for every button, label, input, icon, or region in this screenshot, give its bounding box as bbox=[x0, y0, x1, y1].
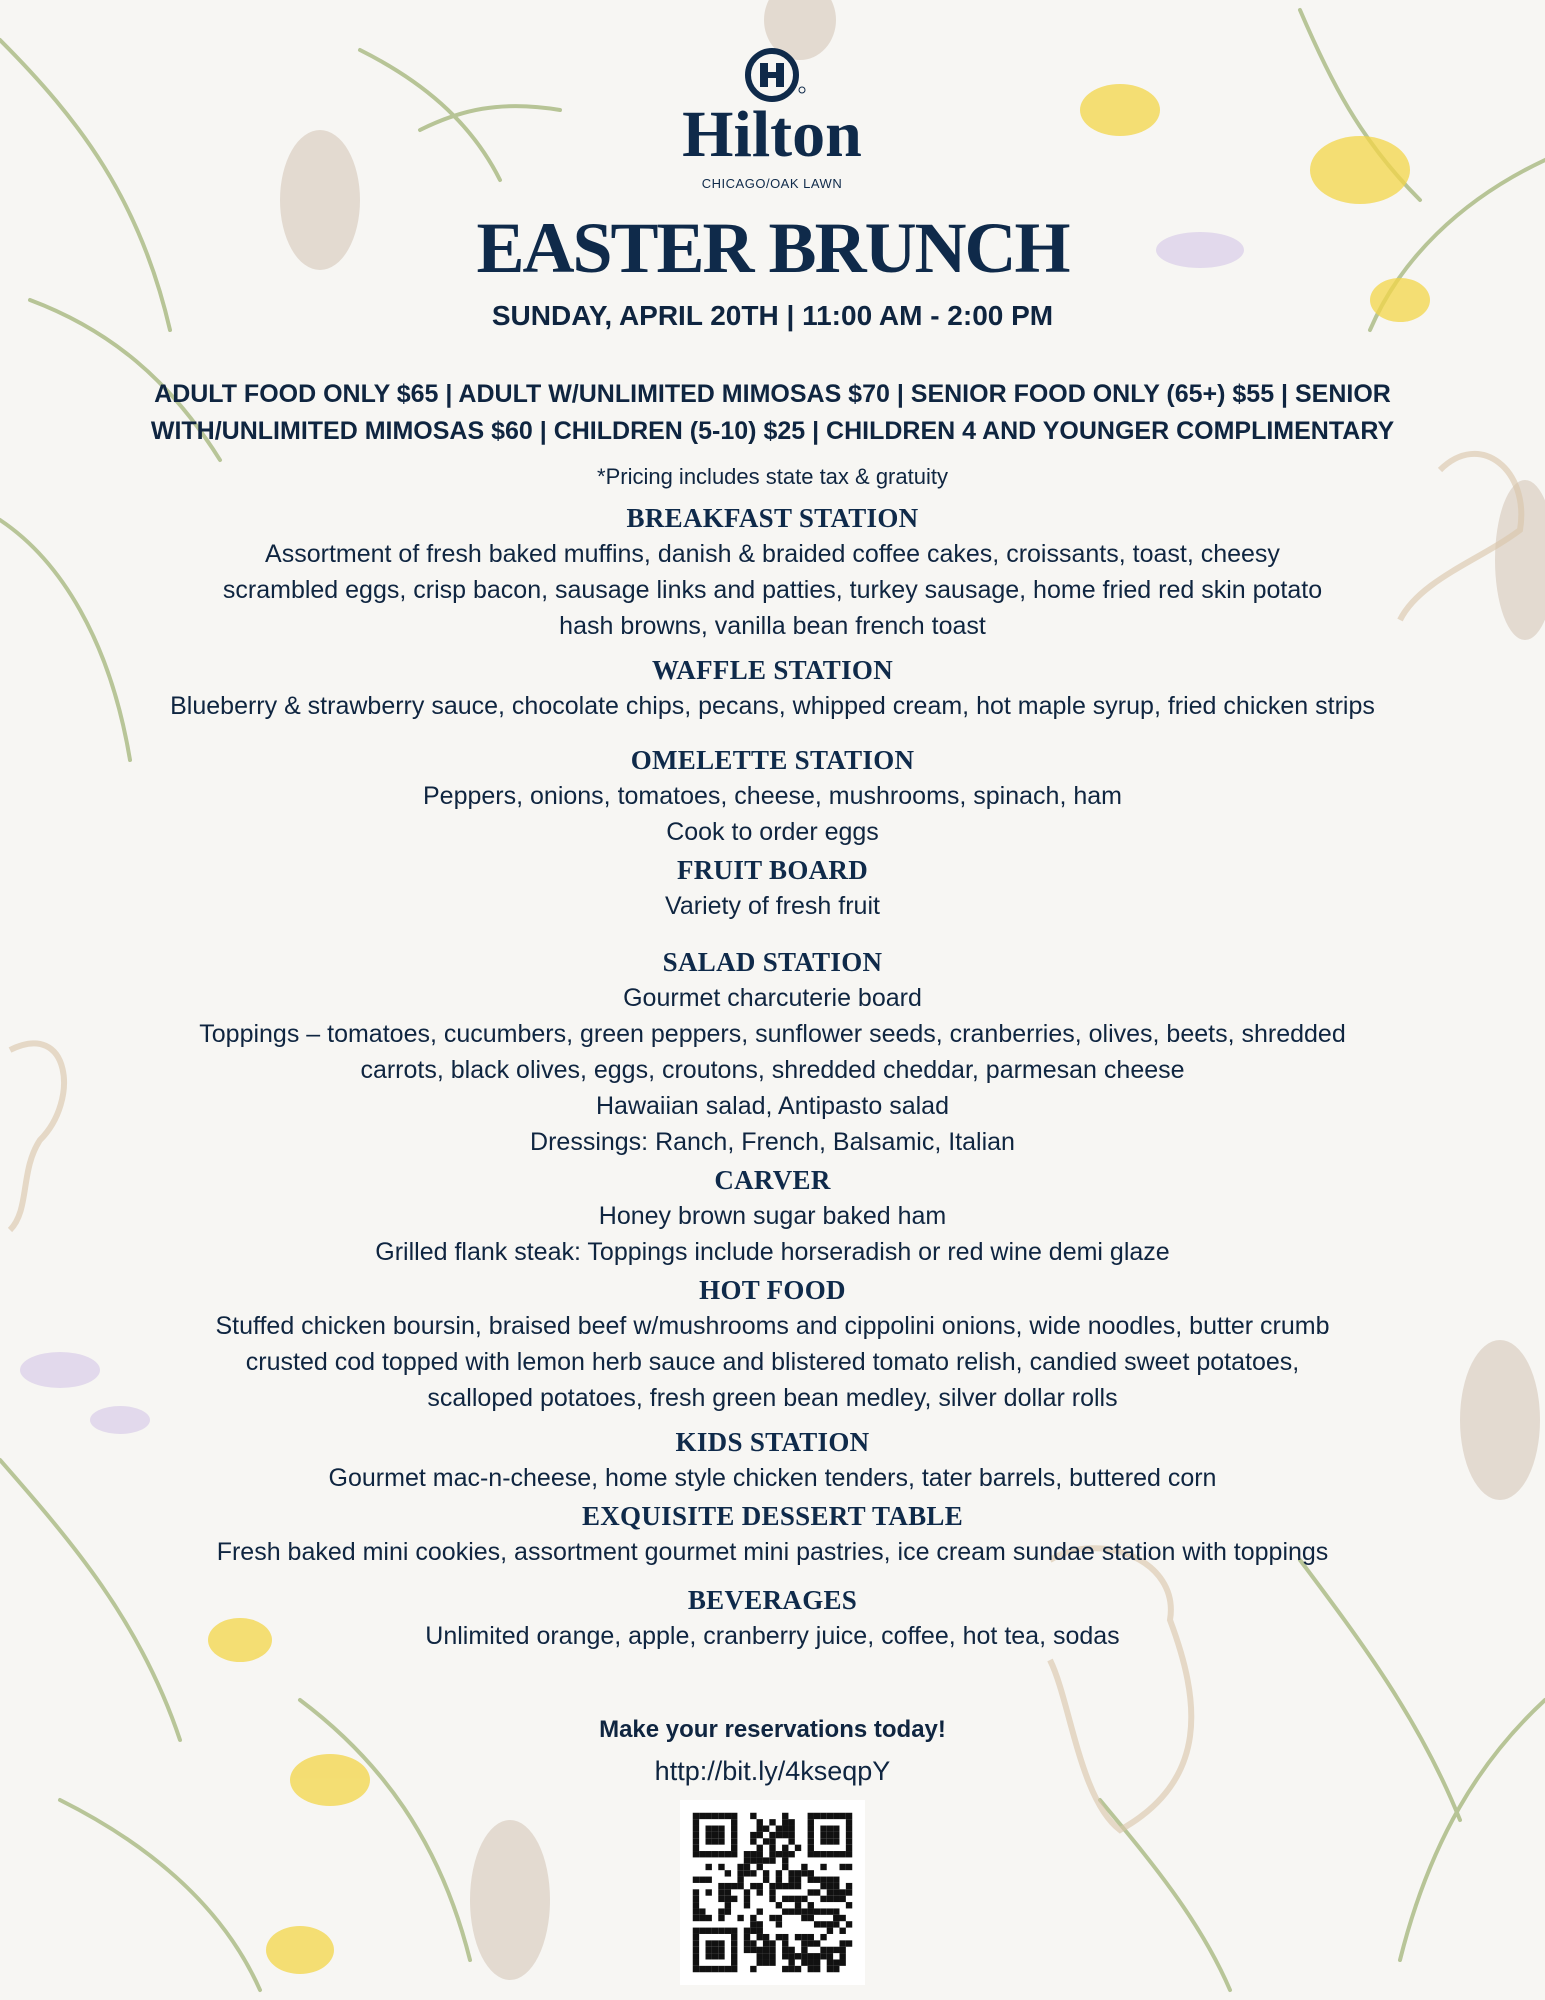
menu-sections bbox=[70, 500, 1475, 1654]
event-date-time: SUNDAY, APRIL 20TH | 11:00 AM - 2:00 PM bbox=[491, 300, 1054, 331]
reservation-link[interactable]: http://bit.ly/4kseqpY bbox=[654, 1756, 891, 1786]
section-line: Grilled flank steak: Toppings include horseradish or red wine demi glaze bbox=[375, 1238, 1170, 1266]
brand-name: Hilton bbox=[682, 98, 862, 171]
section-line: Blueberry & strawberry sauce, chocolate chips, pecans, whipped cream, hot maple syrup, fried chicken strips bbox=[170, 692, 1375, 720]
section-line: carrots, black olives, eggs, croutons, shredded cheddar, parmesan cheese bbox=[360, 1056, 1185, 1084]
menu-section-fruit bbox=[70, 852, 1475, 924]
pricing-block bbox=[90, 376, 1455, 450]
section-line: Variety of fresh fruit bbox=[665, 892, 880, 920]
menu-section-hot-food bbox=[70, 1272, 1475, 1416]
menu-section-salad bbox=[70, 944, 1475, 1160]
section-line: Peppers, onions, tomatoes, cheese, mushrooms, spinach, ham bbox=[423, 782, 1122, 810]
section-line: Unlimited orange, apple, cranberry juice, coffee, hot tea, sodas bbox=[425, 1622, 1120, 1650]
section-title: SALAD STATION bbox=[662, 947, 883, 977]
section-title: FRUIT BOARD bbox=[676, 855, 869, 885]
pricing-line: ADULT FOOD ONLY $65 | ADULT W/UNLIMITED MIMOSAS $70 | SENIOR FOOD ONLY (65+) $55 | SENIOR bbox=[154, 380, 1391, 408]
section-title: CARVER bbox=[714, 1165, 831, 1195]
section-line: Hawaiian salad, Antipasto salad bbox=[595, 1092, 949, 1120]
hilton-emblem-icon bbox=[732, 46, 812, 104]
section-line: crusted cod topped with lemon herb sauce and blistered tomato relish, candied sweet potatoes, bbox=[245, 1348, 1300, 1376]
section-line: Gourmet charcuterie board bbox=[623, 984, 922, 1012]
section-line: Stuffed chicken boursin, braised beef w/mushrooms and cippolini onions, wide noodles, butter crumb bbox=[215, 1312, 1330, 1340]
section-title: BEVERAGES bbox=[687, 1585, 858, 1615]
section-line: Toppings – tomatoes, cucumbers, green peppers, sunflower seeds, cranberries, olives, beets, shredded bbox=[199, 1020, 1346, 1048]
pricing-line: WITH/UNLIMITED MIMOSAS $60 | CHILDREN (5-10) $25 | CHILDREN 4 AND YOUNGER COMPLIMENTARY bbox=[150, 417, 1395, 445]
reservation-cta: Make your reservations today! bbox=[599, 1716, 946, 1743]
menu-section-waffle bbox=[70, 652, 1475, 724]
brand-location: CHICAGO/OAK LAWN bbox=[701, 176, 843, 191]
section-title: WAFFLE STATION bbox=[652, 655, 893, 685]
pricing-note: *Pricing includes state tax & gratuity bbox=[597, 464, 948, 489]
section-line: Honey brown sugar baked ham bbox=[598, 1202, 947, 1230]
menu-section-kids bbox=[70, 1424, 1475, 1496]
section-title: KIDS STATION bbox=[675, 1427, 870, 1457]
section-title: OMELETTE STATION bbox=[630, 745, 915, 775]
qr-code-icon bbox=[680, 1800, 865, 1985]
menu-section-beverages bbox=[70, 1582, 1475, 1654]
page-title: EASTER BRUNCH bbox=[476, 208, 1069, 288]
section-line: hash browns, vanilla bean french toast bbox=[559, 612, 986, 640]
section-line: Dressings: Ranch, French, Balsamic, Italian bbox=[530, 1128, 1015, 1156]
hilton-logo bbox=[672, 46, 872, 206]
section-line: scalloped potatoes, fresh green bean medley, silver dollar rolls bbox=[427, 1384, 1118, 1412]
menu-section-dessert bbox=[70, 1498, 1475, 1570]
menu-section-omelette bbox=[70, 742, 1475, 850]
section-title: EXQUISITE DESSERT TABLE bbox=[581, 1501, 964, 1531]
section-line: scrambled eggs, crisp bacon, sausage links and patties, turkey sausage, home fried red skin potato bbox=[222, 576, 1323, 604]
qr-code[interactable] bbox=[680, 1800, 865, 1985]
section-title: HOT FOOD bbox=[699, 1275, 846, 1305]
section-line: Cook to order eggs bbox=[666, 818, 879, 846]
menu-section-breakfast bbox=[70, 500, 1475, 644]
section-line: Gourmet mac-n-cheese, home style chicken tenders, tater barrels, buttered corn bbox=[328, 1464, 1217, 1492]
section-line: Assortment of fresh baked muffins, danish & braided coffee cakes, croissants, toast, cheesy bbox=[265, 540, 1280, 568]
section-title: BREAKFAST STATION bbox=[626, 503, 919, 533]
menu-section-carver bbox=[70, 1162, 1475, 1270]
section-line: Fresh baked mini cookies, assortment gourmet mini pastries, ice cream sundae station with toppings bbox=[216, 1538, 1329, 1566]
